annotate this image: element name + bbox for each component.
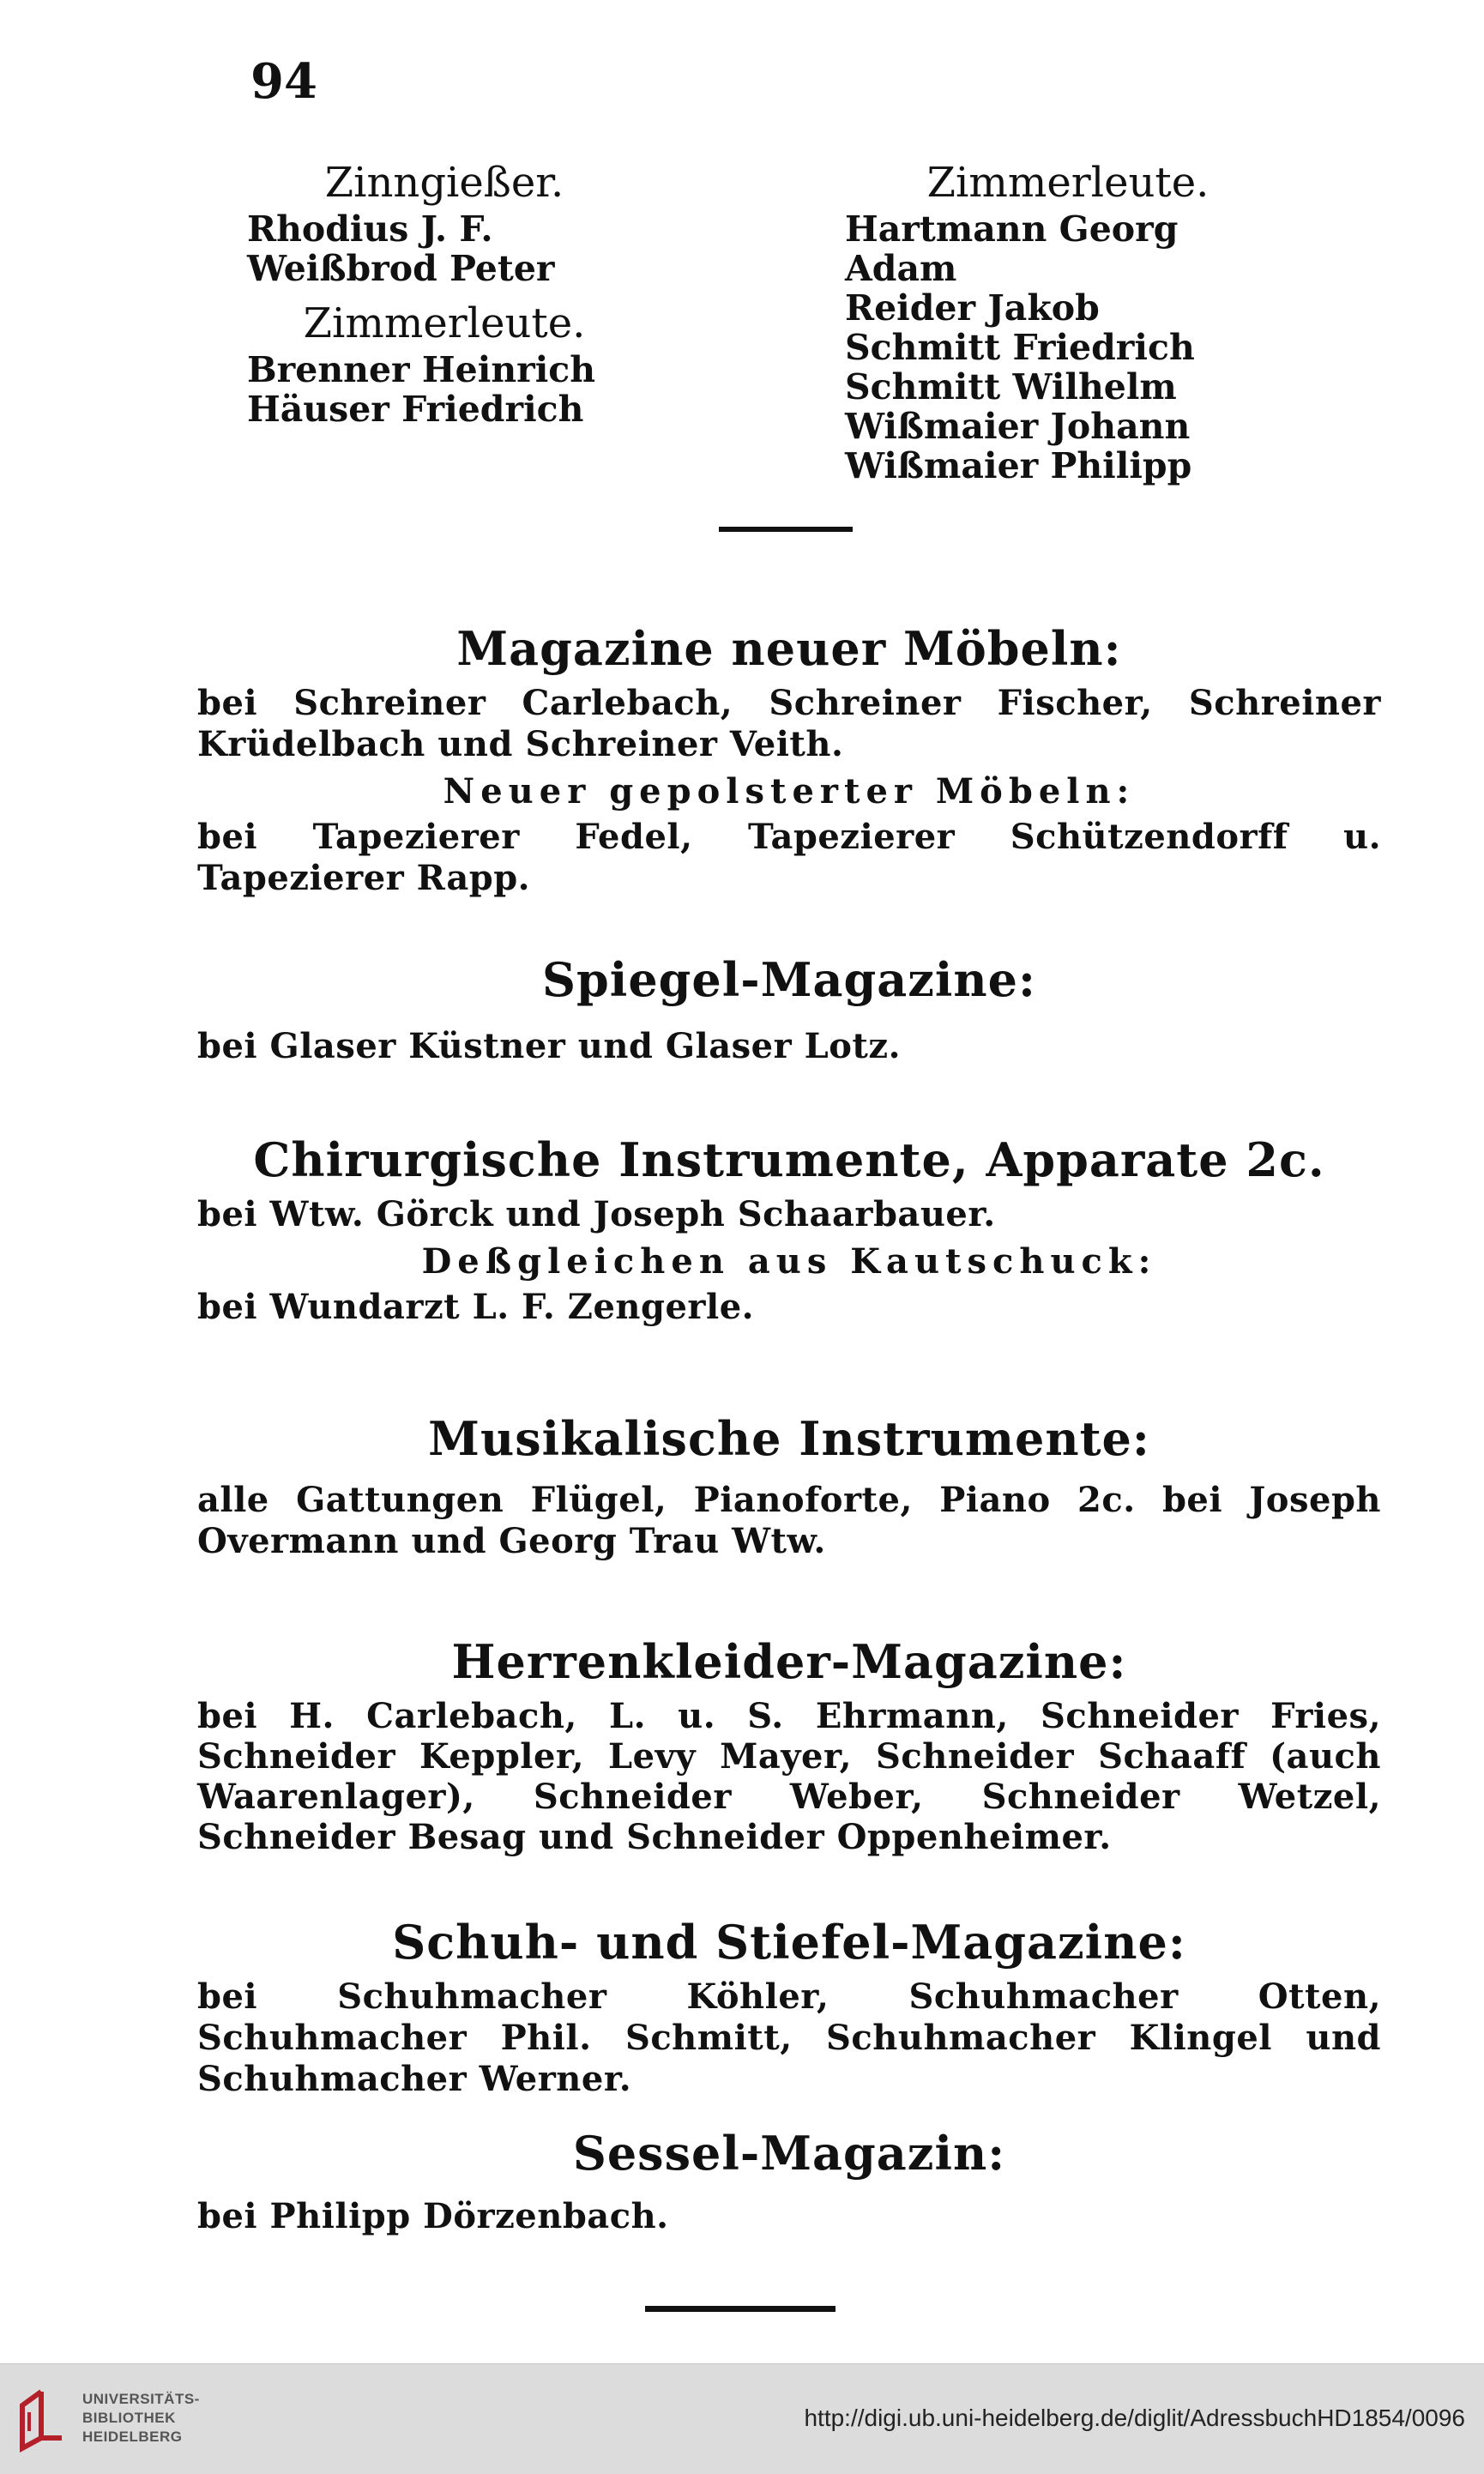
list-item: Hartmann Georg Adam (845, 208, 1179, 289)
list-item: Schmitt Friedrich (845, 327, 1195, 368)
right-column (845, 159, 1291, 486)
section-subtext: bei Tapezierer Fedel, Tapezierer Schützendorff u. Tapezierer Rapp. (197, 817, 1381, 898)
list-item: Schmitt Wilhelm (845, 366, 1177, 407)
list-item: Brenner Heinrich (247, 349, 596, 390)
section-title: Herrenkleider-Magazine: (451, 1634, 1127, 1689)
section-herren (197, 1634, 1381, 1857)
section-spiegel (197, 952, 1381, 1067)
page-url-link[interactable]: http://digi.ub.uni-heidelberg.de/diglit/AdressbuchHD1854/0096 (804, 2405, 1465, 2431)
list-item: Reider Jakob (845, 287, 1100, 329)
section-text: bei Philipp Dörzenbach. (197, 2196, 669, 2236)
list-item: Rhodius J. F. (247, 208, 493, 250)
library-name-line: BIBLIOTHEK (82, 2410, 176, 2426)
section-text: bei Glaser Küstner und Glaser Lotz. (197, 1026, 901, 1066)
library-name-line: HEIDELBERG (82, 2429, 183, 2445)
library-name (82, 2390, 200, 2447)
viewer-footer (0, 2363, 1484, 2474)
section-sessel (197, 2126, 1381, 2237)
list-item: Weißbrod Peter (247, 248, 555, 289)
section-title: Sessel-Magazin: (572, 2126, 1006, 2181)
section-subtitle: Neuer gepolsterter Möbeln: (443, 771, 1136, 812)
list-item: Wißmaier Johann (845, 406, 1191, 447)
section-title: Musikalische Instrumente: (428, 1411, 1150, 1466)
section-schuh (197, 1915, 1381, 2100)
section-moebel (197, 621, 1381, 899)
heading-zinngiesser: Zinngießer. (324, 159, 564, 207)
heading-zimmerleute-left: Zimmerleute. (303, 299, 586, 347)
section-title: Chirurgische Instrumente, Apparate 2c. (253, 1132, 1325, 1187)
list-item: Wißmaier Philipp (845, 445, 1192, 486)
section-text: bei Schreiner Carlebach, Schreiner Fischer, Schreiner Krüdelbach und Schreiner Veith. (197, 683, 1381, 764)
section-title: Spiegel-Magazine: (542, 952, 1036, 1007)
section-text: bei Wtw. Görck und Joseph Schaarbauer. (197, 1194, 996, 1234)
left-column (247, 159, 642, 430)
section-chirurgisch (197, 1132, 1381, 1328)
section-title: Schuh- und Stiefel-Magazine: (392, 1915, 1186, 1970)
section-text: bei Schuhmacher Köhler, Schuhmacher Otten, Schuhmacher Phil. Schmitt, Schuhmacher Klingel und Schuhmacher Werner. (197, 1976, 1381, 2099)
section-text: bei H. Carlebach, L. u. S. Ehrmann, Schneider Fries, Schneider Keppler, Levy Mayer, Schneider Schaaff (auch Waarenlager), Schneider Weber, Schneider Wetzel, Schneider Besag und Schneider Oppenheimer. (197, 1696, 1381, 1857)
end-rule (645, 2306, 836, 2312)
section-text: alle Gattungen Flügel, Pianoforte, Piano 2c. bei Joseph Overmann und Georg Trau Wtw. (197, 1480, 1381, 1561)
heading-zimmerleute-right: Zimmerleute. (926, 159, 1210, 207)
divider-rule (719, 527, 853, 532)
list-item: Häuser Friedrich (247, 389, 584, 430)
page-number: 94 (250, 53, 317, 110)
section-musik (197, 1411, 1381, 1562)
library-logo-icon (15, 2387, 69, 2453)
section-subtext: bei Wundarzt L. F. Zengerle. (197, 1287, 755, 1327)
library-name-line: UNIVERSITÄTS- (82, 2391, 200, 2407)
section-subtitle: Deßgleichen aus Kautschuck: (421, 1241, 1157, 1282)
section-title: Magazine neuer Möbeln: (456, 621, 1122, 676)
